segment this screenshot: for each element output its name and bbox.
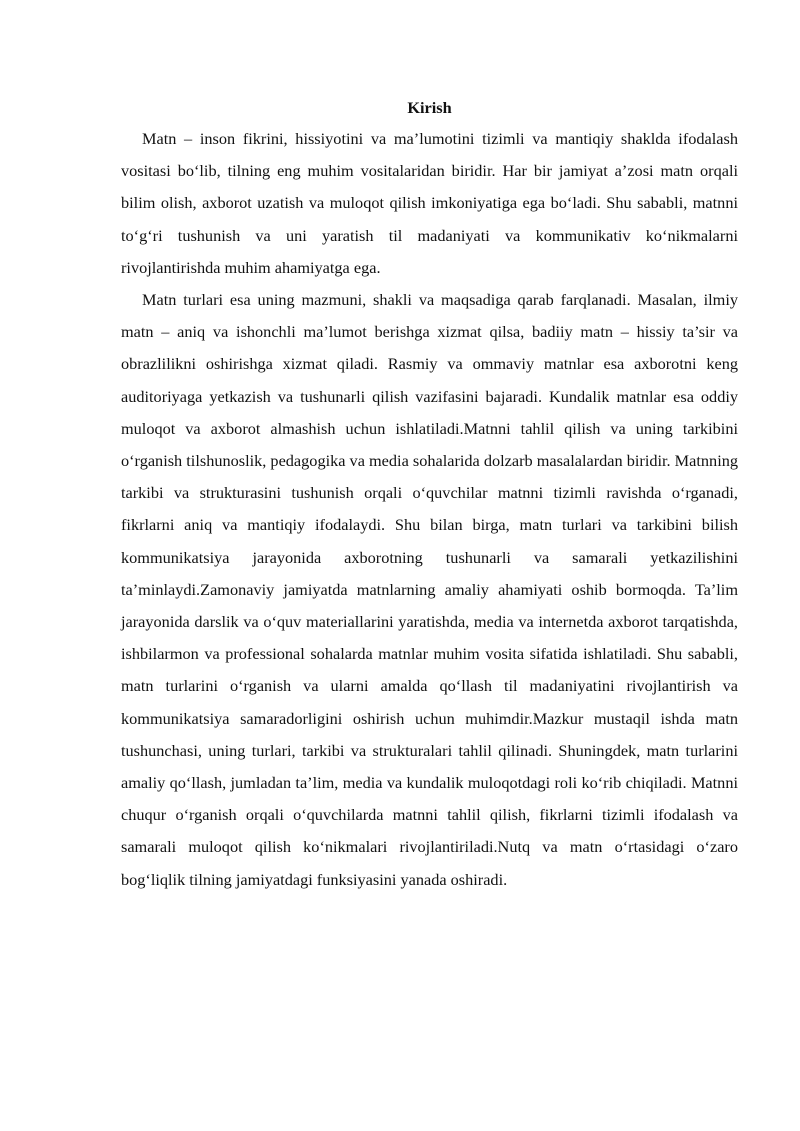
paragraph-text-types: Matn turlari esa uning mazmuni, shakli va maqsadiga qarab farqlanadi. Masalan, ilmiy matn – aniq va ishonchli ma’lumot berishga xizmat qilsa, badiiy matn – hissiy ta’sir va obrazlilikni oshirishga xizmat qiladi. Rasmiy va ommaviy matnlar esa axborotni keng auditoriyaga yetkazish va tushunarli qilish vazifasini bajaradi. Kundalik matnlar esa oddiy muloqot va axborot almashish uchun ishlatiladi.Matnni tahlil qilish va uning tarkibini o‘rganish tilshunoslik, pedagogika va media sohalarida dolzarb masalalardan biridir. Matnning tarkibi va strukturasini tushunish orqali o‘quvchilar matnni tizimli ravishda o‘rganadi, fikrlarni aniq va mantiqiy ifodalaydi. Shu bilan birga, matn turlari va tarkibini bilish kommunikatsiya jarayonida axborotning tushunarli va samarali yetkazilishini ta’minlaydi.Zamonaviy jamiyatda matnlarning amaliy ahamiyati oshib bormoqda. Ta’lim jarayonida darslik va o‘quv materiallarini yaratishda, media va internetda axborot tarqatishda, ishbilarmon va professional sohalarda matnlar muhim vosita sifatida ishlatiladi. Shu sababli, matn turlarini o‘rganish va ularni amalda qo‘llash til madaniyatini rivojlantirish va kommunikatsiya samaradorligini oshirish uchun muhimdir.Mazkur mustaqil ishda matn tushunchasi, uning turlari, tarkibi va strukturalari tahlil qilinadi. Shuningdek, matn turlarini amaliy qo‘llash, jumladan ta’lim, media va kundalik muloqotdagi roli ko‘rib chiqiladi. Matnni chuqur o‘rganish orqali o‘quvchilarda matnni tahlil qilish, fikrlarni tizimli ifodalash va samarali muloqot qilish ko‘nikmalari rivojlantiriladi.Nutq va matn o‘rtasidagi o‘zaro bog‘liqlik tilning jamiyatdagi funksiyasini yanada oshiradi. (121, 290, 738, 889)
document-body (121, 93, 738, 896)
page-title: Kirish (407, 98, 452, 117)
paragraph-intro: Matn – inson fikrini, hissiyotini va ma’lumotini tizimli va mantiqiy shaklda ifodalash vositasi bo‘lib, tilning eng muhim vositalaridan biridir. Har bir jamiyat a’zosi matn orqali bilim olish, axborot uzatish va muloqot qilish imkoniyatiga ega bo‘ladi. Shu sababli, matnni to‘g‘ri tushunish va uni yaratish til madaniyati va kommunikativ ko‘nikmalarni rivojlantirishda muhim ahamiyatga ega. (121, 129, 738, 277)
